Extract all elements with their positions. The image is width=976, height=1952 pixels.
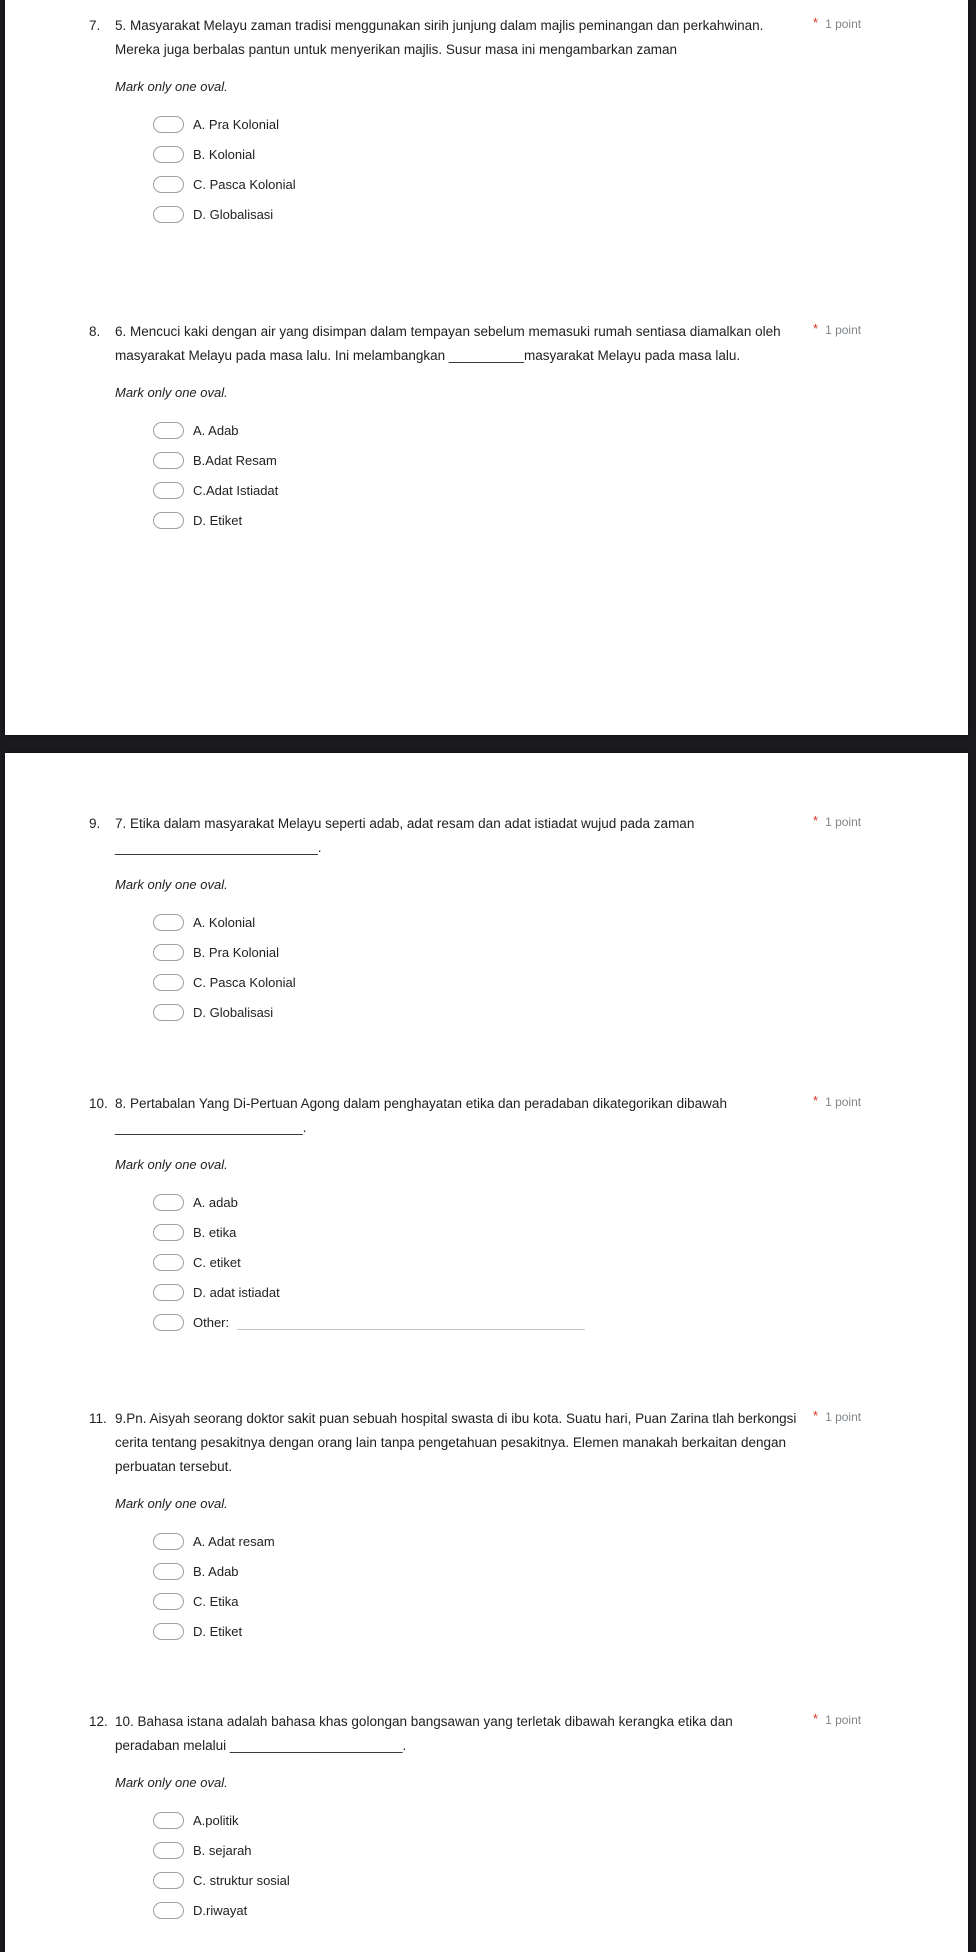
option-label: C. Etika [193, 1593, 239, 1609]
option-row[interactable] [153, 1526, 899, 1556]
radio-oval-icon[interactable] [153, 974, 184, 991]
option-row[interactable] [153, 1805, 899, 1835]
question-text: 5. Masyarakat Melayu zaman tradisi menggunakan sirih junjung dalam majlis peminangan dan perkahwinan. Mereka juga berbalas pantun untuk menyerikan majlis. Susur masa ini mengambarkan zaman [115, 18, 764, 57]
radio-oval-icon[interactable] [153, 512, 184, 529]
radio-oval-icon[interactable] [153, 1533, 184, 1550]
option-label: D. adat istiadat [193, 1284, 280, 1300]
option-row[interactable] [153, 109, 899, 139]
radio-oval-icon[interactable] [153, 452, 184, 469]
points-text: 1 point [825, 323, 862, 337]
required-asterisk-icon: * [813, 1093, 819, 1108]
option-label: B. etika [193, 1224, 237, 1240]
mark-hint: Mark only one oval. [115, 1775, 228, 1790]
mark-hint: Mark only one oval. [115, 1157, 228, 1172]
option-label: D. Etiket [193, 1623, 243, 1639]
mark-hint: Mark only one oval. [115, 79, 228, 94]
question-text: 10. Bahasa istana adalah bahasa khas golongan bangsawan yang terletak dibawah kerangka etika dan peradaban melalui _______________________. [115, 1714, 733, 1753]
radio-oval-icon[interactable] [153, 1902, 184, 1919]
question-number: 8. [89, 324, 101, 339]
points-text: 1 point [825, 1095, 862, 1109]
option-label: A. Adab [193, 422, 239, 438]
option-label: C. struktur sosial [193, 1872, 290, 1888]
question-number: 10. [89, 1096, 108, 1111]
option-row[interactable] [153, 505, 899, 535]
radio-oval-icon[interactable] [153, 1284, 184, 1301]
option-row[interactable] [153, 199, 899, 229]
options-list [153, 907, 899, 1027]
question-11 [89, 1407, 899, 1646]
radio-oval-icon[interactable] [153, 914, 184, 931]
points-label [813, 321, 861, 339]
radio-oval-icon[interactable] [153, 944, 184, 961]
required-asterisk-icon: * [813, 321, 819, 336]
option-label: C.Adat Istiadat [193, 482, 279, 498]
option-label: A. Adat resam [193, 1533, 275, 1549]
option-row[interactable] [153, 139, 899, 169]
option-label: B. sejarah [193, 1842, 252, 1858]
points-label [813, 813, 861, 831]
form-page-2 [5, 753, 968, 1952]
question-text: 7. Etika dalam masyarakat Melayu seperti adab, adat resam dan adat istiadat wujud pada zaman ___________________________. [115, 816, 695, 855]
points-text: 1 point [825, 1410, 862, 1424]
radio-oval-icon[interactable] [153, 146, 184, 163]
question-12 [89, 1710, 899, 1925]
options-list [153, 1187, 899, 1337]
option-row[interactable] [153, 1586, 899, 1616]
radio-oval-icon[interactable] [153, 422, 184, 439]
form-page-1 [5, 0, 968, 735]
question-10 [89, 1092, 899, 1337]
option-label: D.riwayat [193, 1902, 248, 1918]
question-7 [89, 14, 899, 229]
required-asterisk-icon: * [813, 813, 819, 828]
option-row[interactable] [153, 967, 899, 997]
option-label: C. Pasca Kolonial [193, 176, 296, 192]
question-9 [89, 812, 899, 1027]
radio-oval-icon[interactable] [153, 1254, 184, 1271]
points-text: 1 point [825, 815, 862, 829]
other-label: Other: [193, 1314, 230, 1330]
radio-oval-icon[interactable] [153, 1812, 184, 1829]
question-number: 7. [89, 18, 101, 33]
radio-oval-icon[interactable] [153, 1194, 184, 1211]
radio-oval-icon[interactable] [153, 176, 184, 193]
options-list [153, 415, 899, 535]
question-number: 9. [89, 816, 101, 831]
option-label: C. Pasca Kolonial [193, 974, 296, 990]
option-label: B. Kolonial [193, 146, 256, 162]
required-asterisk-icon: * [813, 1711, 819, 1726]
mark-hint: Mark only one oval. [115, 877, 228, 892]
points-text: 1 point [825, 17, 862, 31]
radio-oval-icon[interactable] [153, 1623, 184, 1640]
points-label [813, 1408, 861, 1426]
radio-oval-icon[interactable] [153, 482, 184, 499]
option-label: B. Adab [193, 1563, 239, 1579]
question-number: 11. [89, 1411, 107, 1426]
points-label [813, 1093, 861, 1111]
option-label: A. adab [193, 1194, 238, 1210]
option-row[interactable] [153, 415, 899, 445]
radio-oval-icon[interactable] [153, 1842, 184, 1859]
option-row[interactable] [153, 997, 899, 1027]
option-row[interactable] [153, 1556, 899, 1586]
radio-oval-icon[interactable] [153, 206, 184, 223]
option-row-other[interactable] [153, 1307, 899, 1337]
points-label [813, 1711, 861, 1729]
option-label: D. Globalisasi [193, 1004, 274, 1020]
option-label: B.Adat Resam [193, 452, 277, 468]
option-label: C. etiket [193, 1254, 241, 1270]
question-number: 12. [89, 1714, 108, 1729]
option-label: A.politik [193, 1812, 239, 1828]
option-label: A. Kolonial [193, 914, 256, 930]
option-row[interactable] [153, 937, 899, 967]
other-text-input[interactable] [237, 1315, 585, 1330]
points-text: 1 point [825, 1713, 862, 1727]
question-text: 8. Pertabalan Yang Di-Pertuan Agong dalam penghayatan etika dan peradaban dikategorikan dibawah _________________________. [115, 1096, 727, 1135]
required-asterisk-icon: * [813, 15, 819, 30]
options-list [153, 1526, 899, 1646]
radio-oval-icon[interactable] [153, 1224, 184, 1241]
option-label: D. Etiket [193, 512, 243, 528]
radio-oval-icon[interactable] [153, 1563, 184, 1580]
option-row[interactable] [153, 475, 899, 505]
question-text: 9.Pn. Aisyah seorang doktor sakit puan sebuah hospital swasta di ibu kota. Suatu hari, Puan Zarina tlah berkongsi cerita tentang pesakitnya dengan orang lain tanpa pengetahuan pesakitnya. Elemen manakah berkaitan dengan perbuatan tersebut. [115, 1411, 797, 1474]
required-asterisk-icon: * [813, 1408, 819, 1423]
options-list [153, 109, 899, 229]
option-row[interactable] [153, 1865, 899, 1895]
question-text: 6. Mencuci kaki dengan air yang disimpan dalam tempayan sebelum memasuki rumah sentiasa diamalkan oleh masyarakat Melayu pada masa lalu. Ini melambangkan __________masyarakat Melayu pada masa lalu. [115, 324, 781, 363]
option-row[interactable] [153, 1247, 899, 1277]
question-8 [89, 320, 899, 535]
option-row[interactable] [153, 907, 899, 937]
option-label: D. Globalisasi [193, 206, 274, 222]
radio-oval-icon[interactable] [153, 1593, 184, 1610]
option-row[interactable] [153, 1616, 899, 1646]
options-list [153, 1805, 899, 1925]
option-row[interactable] [153, 1835, 899, 1865]
option-row[interactable] [153, 445, 899, 475]
option-label: B. Pra Kolonial [193, 944, 279, 960]
option-label: A. Pra Kolonial [193, 116, 279, 132]
option-row[interactable] [153, 1217, 899, 1247]
points-label [813, 15, 861, 33]
radio-oval-icon[interactable] [153, 1872, 184, 1889]
mark-hint: Mark only one oval. [115, 1496, 228, 1511]
option-row[interactable] [153, 1895, 899, 1925]
mark-hint: Mark only one oval. [115, 385, 228, 400]
option-row[interactable] [153, 169, 899, 199]
option-row[interactable] [153, 1187, 899, 1217]
radio-oval-icon[interactable] [153, 1004, 184, 1021]
radio-oval-icon[interactable] [153, 116, 184, 133]
radio-oval-icon[interactable] [153, 1314, 184, 1331]
option-row[interactable] [153, 1277, 899, 1307]
